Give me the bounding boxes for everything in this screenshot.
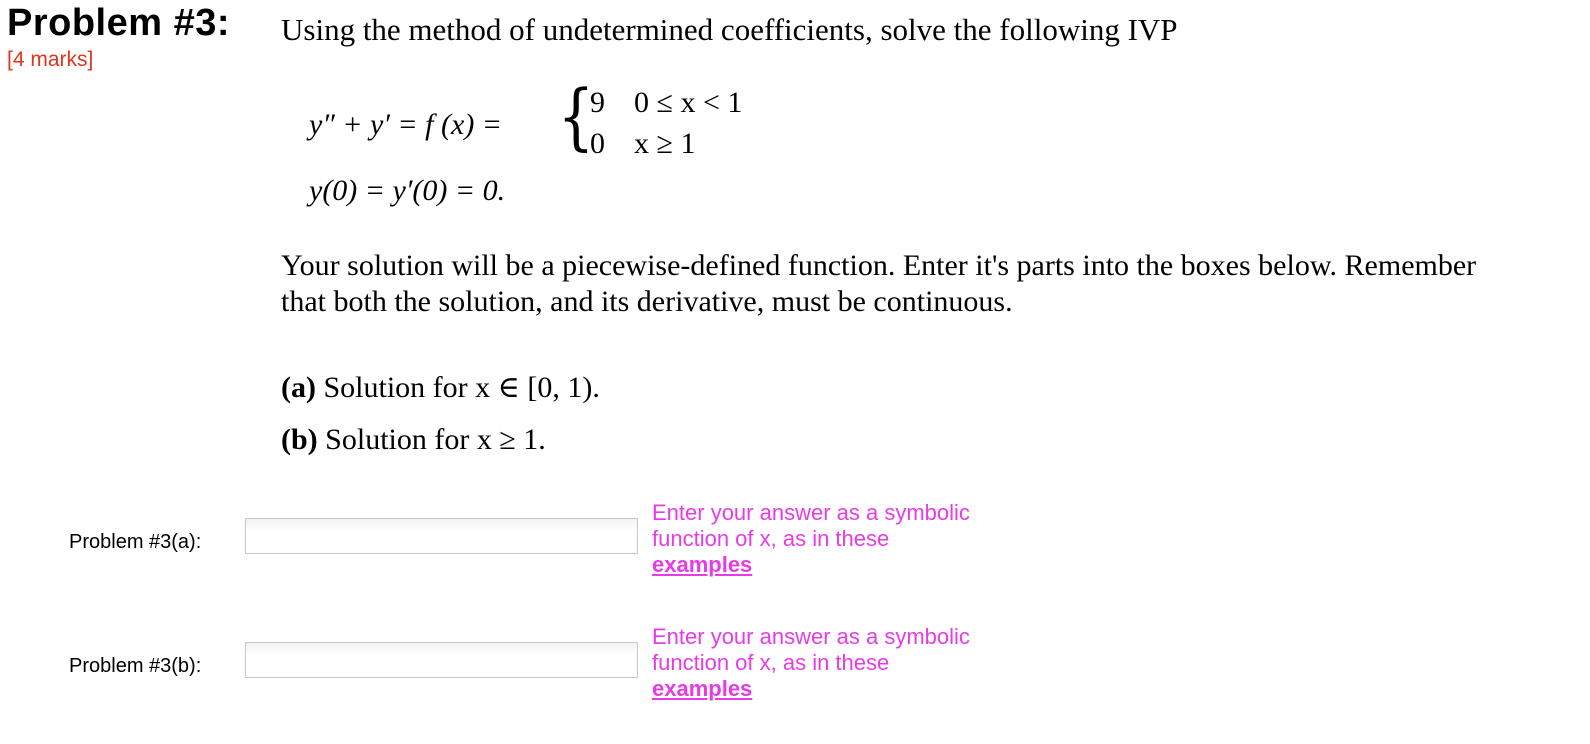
part-b — [281, 423, 546, 457]
part-b-label: (b) — [281, 423, 318, 456]
marks-badge: [4 marks] — [7, 48, 94, 71]
answer-a-hint-text: Enter your answer as a symbolic function of x, as in these — [652, 500, 970, 551]
initial-conditions: y(0) = y′(0) = 0. — [309, 174, 506, 207]
case2-condition: x ≥ 1 — [634, 127, 696, 160]
answer-b-examples-link[interactable]: examples — [652, 676, 753, 701]
answer-b-hint-text: Enter your answer as a symbolic function of x, as in these — [652, 624, 970, 675]
case2-value: 0 — [590, 127, 605, 160]
part-a-text: Solution for x ∈ [0, 1). — [323, 371, 600, 404]
answer-a-hint — [652, 500, 1032, 578]
part-a — [281, 370, 600, 405]
problem-intro: Using the method of undetermined coefficients, solve the following IVP — [281, 12, 1178, 47]
answer-a-label: Problem #3(a): — [69, 531, 202, 553]
part-b-text: Solution for x ≥ 1. — [325, 423, 546, 456]
problem-title: Problem #3: — [7, 2, 231, 44]
part-a-label: (a) — [281, 371, 316, 404]
answer-b-label: Problem #3(b): — [69, 655, 202, 677]
instructions-paragraph — [281, 248, 1581, 320]
instructions-line-1: Your solution will be a piecewise-defined function. Enter it's parts into the boxes below. Remember — [281, 249, 1477, 282]
answer-a-examples-link[interactable]: examples — [652, 552, 753, 577]
answer-b-hint — [652, 624, 1032, 702]
case1-value: 9 — [590, 86, 605, 119]
ode-lhs: y″ + y′ = f (x) = — [309, 108, 503, 141]
case1-condition: 0 ≤ x < 1 — [634, 86, 743, 119]
answer-b-input[interactable] — [245, 642, 638, 678]
answer-a-input[interactable] — [245, 518, 638, 554]
instructions-line-2: that both the solution, and its derivative, must be continuous. — [281, 285, 1013, 318]
piecewise-brace: { — [557, 74, 595, 158]
